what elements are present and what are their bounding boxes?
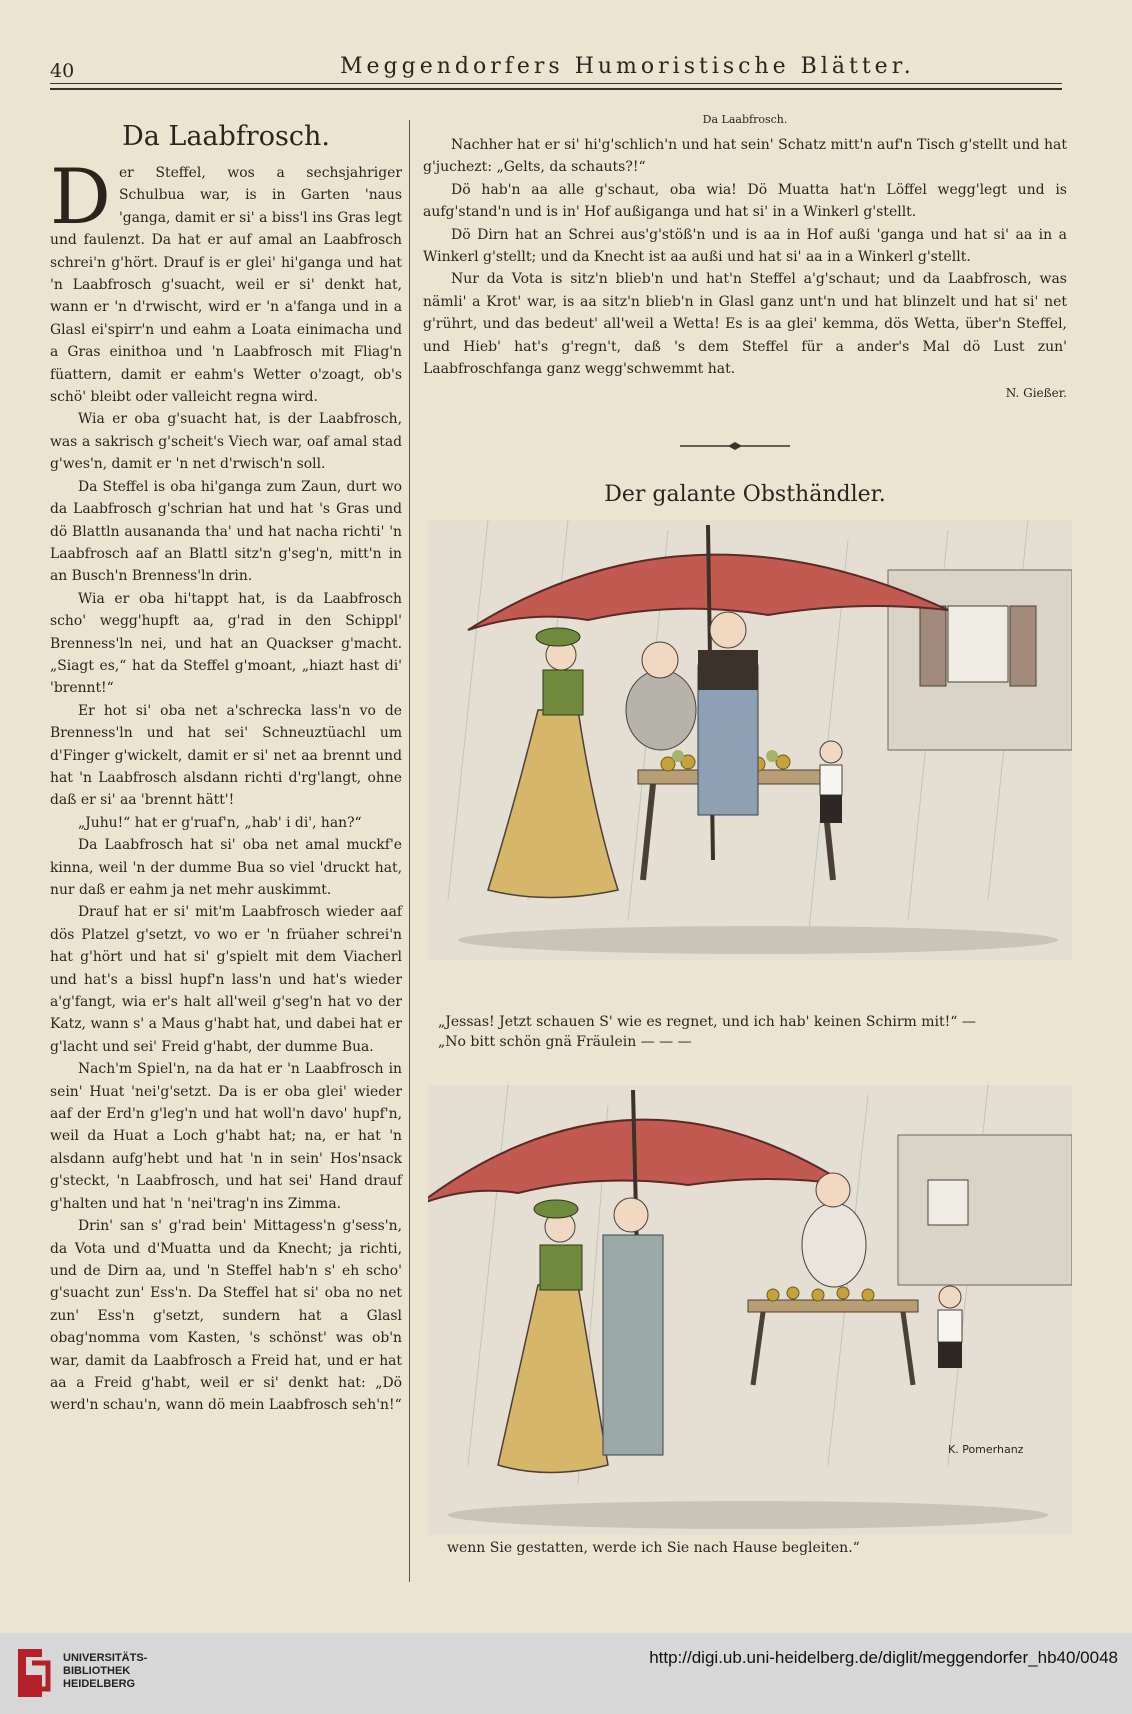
cartoon-illustration-1 xyxy=(428,520,1072,960)
story-paragraph: Wia er oba hi'tappt hat, is da Laabfrosch scho' wegg'hupft aa, g'rad in den Schippl' Brenness'ln nei, und hat an Quackser g'macht. „Siagt es,“ hat da Steffel g'moant, „hiazt hast di' 'brennt!“ xyxy=(50,590,402,697)
caption-line-1: „Jessas! Jetzt schauen S' wie es regnet, und ich hab' keinen Schirm mit!“ — xyxy=(438,1014,976,1030)
story-paragraph: Da Steffel is oba hi'ganga zum Zaun, durt wo da Laabfrosch g'schrian hat und hat 's Gras und dö Blattln ausananda tha' und hat nacha richti' 'n Laabfrosch aaf an Blattl sitz'n g'seg'n, mitt'n in an Busch'n Brenness'ln drin. xyxy=(50,478,402,585)
logo-line-1: UNIVERSITÄTS- xyxy=(63,1652,148,1664)
logo-line-3: HEIDELBERG xyxy=(63,1678,136,1690)
column-divider xyxy=(409,120,410,1582)
story-paragraph: Er hot si' oba net a'schrecka lass'n vo de Brenness'ln und hat sei' Schneuztüachl um d'Finger g'wickelt, damit er si' net aa brennt und hat 'n Laabfrosch alsdann richti d'rg'langt, ohne daß er si' aa 'brennt hätt'! xyxy=(50,702,402,809)
cartoon-illustration-2 xyxy=(428,1085,1072,1535)
logo-line-2: BIBLIOTHEK xyxy=(63,1665,131,1677)
story-paragraph: Dö hab'n aa alle g'schaut, oba wia! Dö Muatta hat'n Löffel wegg'legt und is aufg'stand'n und is in' Hof außiganga und hat si' in a Winkerl g'stellt. xyxy=(423,181,1067,221)
story-first-paragraph xyxy=(50,152,402,408)
cartoon-caption-1 xyxy=(438,1012,1078,1052)
cartoon-caption-2: wenn Sie gestatten, werde ich Sie nach Hause begleiten.“ xyxy=(447,1540,860,1556)
caption-line-2: „No bitt schön gnä Fräulein — — — xyxy=(438,1034,692,1050)
continued-head: Da Laabfrosch. xyxy=(702,113,788,126)
source-url-link[interactable]: http://digi.ub.uni-heidelberg.de/diglit/meggendorfer_hb40/0048 xyxy=(649,1648,1118,1667)
story-column xyxy=(50,118,402,1417)
viewer-footer xyxy=(0,1633,1132,1714)
section-flourish xyxy=(680,440,790,452)
cartoon-title: Der galante Obsthändler. xyxy=(604,482,886,507)
author-signature: N. Gießer. xyxy=(1005,386,1067,401)
artist-signature: K. Pomerhanz xyxy=(948,1443,1024,1456)
header-rule-thick xyxy=(50,88,1062,90)
story-paragraph: Drauf hat er si' mit'm Laabfrosch wieder aaf dös Platzel g'setzt, vo wo er 'n früaher schrei'n hat g'hört und hat si' g'spielt mit dem Viacherl und hat's a bissl hupf'n lass'n und hat's wieder a'g'fangt, wia er's halt all'weil g'seg'n hat vo der Katz, wann s' a Maus g'habt hat, und dabei hat er g'lacht und sei' Freid g'habt, der dumme Bua. xyxy=(50,904,402,1055)
story-paragraph: Dö Dirn hat an Schrei aus'g'stöß'n und is aa in Hof außi 'ganga und hat si' aa in a Winkerl g'stellt; und da Knecht ist aa außi und hat si' aa in a Winkerl g'stellt. xyxy=(423,226,1067,266)
library-name xyxy=(63,1652,147,1691)
story-paragraph: Da Laabfrosch hat si' oba net amal muckf'e kinna, weil 'n der dumme Bua so viel 'druckt hat, nur daß er eahm ja net mehr auskimmt. xyxy=(50,837,402,898)
story-paragraph: Wia er oba g'suacht hat, is der Laabfrosch, was a sakrisch g'scheit's Viech war, oaf amal stad g'wes'n, damit er 'n net d'rwisch'n soll. xyxy=(50,411,402,473)
page-number: 40 xyxy=(50,60,75,82)
story-paragraph: Drin' san s' g'rad bein' Mittagess'n g'sess'n, da Vota und d'Muatta und da Knecht; ja richti, und de Dirn aa, und 'n Steffel hab'n s' eh scho' g'suacht zun' Ess'n. Da Steffel hat si' oba no net zun' Ess'n g'setzt, sundern hat a Glasl obag'nomma vom Kasten, 's schönst' was ob'n war, damit da Laabfrosch a Freid hat, und er hat aa a Freid g'habt, weil er si' denkt hat: „Dö werd'n schau'n, wann dö mein Laabfrosch seh'n!“ xyxy=(50,1218,402,1414)
header-rule xyxy=(50,83,1062,84)
story-paragraph: „Juhu!“ hat er g'ruaf'n, „hab' i di', han?“ xyxy=(78,814,362,831)
university-library-logo xyxy=(12,1645,54,1701)
first-paragraph-text: er Steffel, wos a sechsjahriger Schulbua war, is in Garten 'naus 'ganga, damit er si' a biss'l ins Gras legt und faulenzt. Da hat er auf amal an Laabfrosch schrei'n g'hört. Drauf is er glei' hi'ganga und hat 'n Laabfrosch g'suacht, weil er si' denkt hat, wann er 'n d'rwischt, wird er 'n a'fanga und in a Glasl ei'spirr'n und eahm a Loata einimacha und a Gras einithoa und 'n Laabfrosch mit Fliag'n füattern, damit er eahm's Wetter o'zoagt, ob's schö' bleibt oder valleicht regna wird. xyxy=(50,165,402,406)
story-continued xyxy=(423,112,1067,405)
running-title: Meggendorfers Humoristische Blätter. xyxy=(340,54,915,79)
drop-cap: D xyxy=(50,152,111,241)
story-paragraph: Nach'm Spiel'n, na da hat er 'n Laabfrosch in sein' Huat 'nei'g'setzt. Da is er oba glei' wieder aaf der Erd'n g'leg'n und hat woll'n davo' hupf'n, weil da Huat a Loch g'habt hat; na, er hat 'n alsdann aufg'hebt und hat 'n in sein' Hos'nsack g'steckt, 'n Laabfrosch, und hat sei' Hand drauf g'halten und hat 'n 'nei'trag'n ins Zimma. xyxy=(50,1061,402,1212)
story-title: Da Laabfrosch. xyxy=(122,121,330,152)
story-paragraph: Nachher hat er si' hi'g'schlich'n und hat sein' Schatz mitt'n auf'n Tisch g'stellt und hat g'juchezt: „Gelts, da schauts?!“ xyxy=(423,137,1067,176)
story-paragraph: Nur da Vota is sitz'n blieb'n und hat'n Steffel a'g'schaut; und da Laabfrosch, was nämli' a Krot' war, is aa sitz'n blieb'n in Glasl ganz unt'n und hat blinzelt und hat si' net g'rührt, und das bedeut' all'weil a Wetta! Es is aa glei' kemma, dös Wetta, über'n Steffel, und Hieb' hat's g'regn't, daß 's dem Steffel für a ander's Mal dö Lust zun' Laabfroschfanga ganz wegg'schwemmt hat. xyxy=(423,271,1067,378)
